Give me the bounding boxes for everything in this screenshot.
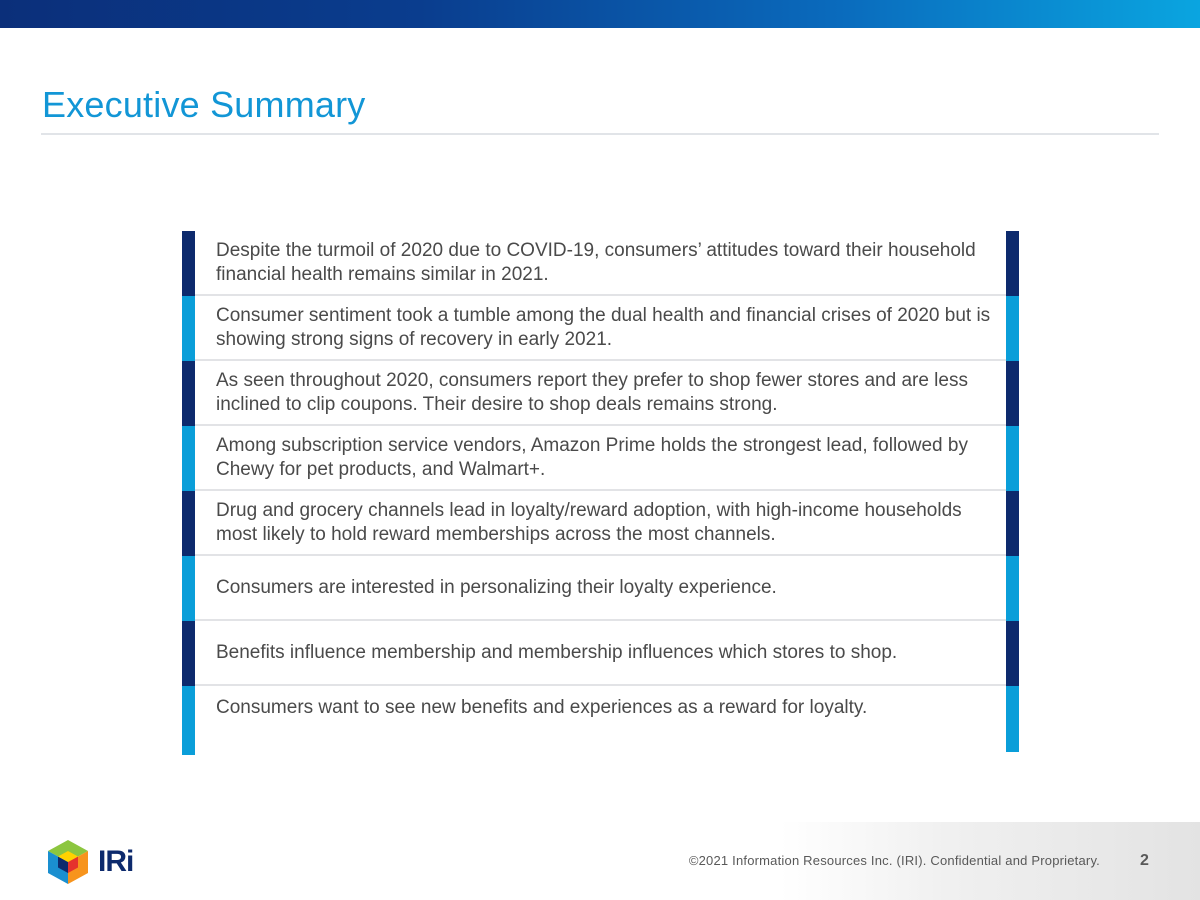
summary-item [182, 491, 1019, 556]
summary-text: Benefits influence membership and membership influences which stores to shop. [216, 641, 898, 663]
left-accent-bar [182, 686, 195, 755]
left-accent-bar [182, 426, 195, 493]
summary-text: As seen throughout 2020, consumers report they prefer to shop fewer stores and are less inclined to clip coupons. Their desire to shop deals remains strong. [216, 369, 968, 415]
right-accent-bar [1006, 556, 1019, 623]
iri-cube-icon [46, 838, 90, 886]
right-accent-bar [1006, 231, 1019, 298]
summary-item [182, 296, 1019, 361]
right-accent-bar [1006, 296, 1019, 363]
right-accent-bar [1006, 426, 1019, 493]
right-accent-bar [1006, 686, 1019, 752]
page-title: Executive Summary [42, 84, 366, 125]
copyright-notice: ©2021 Information Resources Inc. (IRI). Confidential and Proprietary. [688, 853, 1100, 868]
summary-list [182, 231, 1019, 755]
summary-item [182, 556, 1019, 621]
left-accent-bar [182, 491, 195, 558]
title-divider [41, 133, 1159, 135]
right-accent-bar [1006, 361, 1019, 428]
logo-wordmark: IRi [98, 845, 134, 878]
left-accent-bar [182, 361, 195, 428]
summary-item [182, 686, 1019, 755]
summary-text: Consumer sentiment took a tumble among the dual health and financial crises of 2020 but is showing strong signs of recovery in early 2021. [216, 304, 991, 350]
right-accent-bar [1006, 621, 1019, 688]
summary-text: Consumers want to see new benefits and experiences as a reward for loyalty. [216, 697, 868, 718]
summary-text: Drug and grocery channels lead in loyalty/reward adoption, with high-income households most likely to hold reward memberships across the most channels. [216, 499, 962, 545]
summary-item [182, 361, 1019, 426]
right-accent-bar [1006, 491, 1019, 558]
summary-text: Consumers are interested in personalizing their loyalty experience. [216, 576, 777, 598]
summary-text: Among subscription service vendors, Amazon Prime holds the strongest lead, followed by Chewy for pet products, and Walmart+. [216, 434, 968, 480]
left-accent-bar [182, 621, 195, 688]
iri-logo [46, 838, 133, 886]
left-accent-bar [182, 296, 195, 363]
summary-item [182, 621, 1019, 686]
left-accent-bar [182, 231, 195, 298]
summary-item [182, 231, 1019, 296]
page-number: 2 [1140, 852, 1149, 869]
top-banner [0, 0, 1200, 28]
left-accent-bar [182, 556, 195, 623]
summary-text: Despite the turmoil of 2020 due to COVID-19, consumers’ attitudes toward their household financial health remains similar in 2021. [216, 239, 976, 285]
summary-item [182, 426, 1019, 491]
